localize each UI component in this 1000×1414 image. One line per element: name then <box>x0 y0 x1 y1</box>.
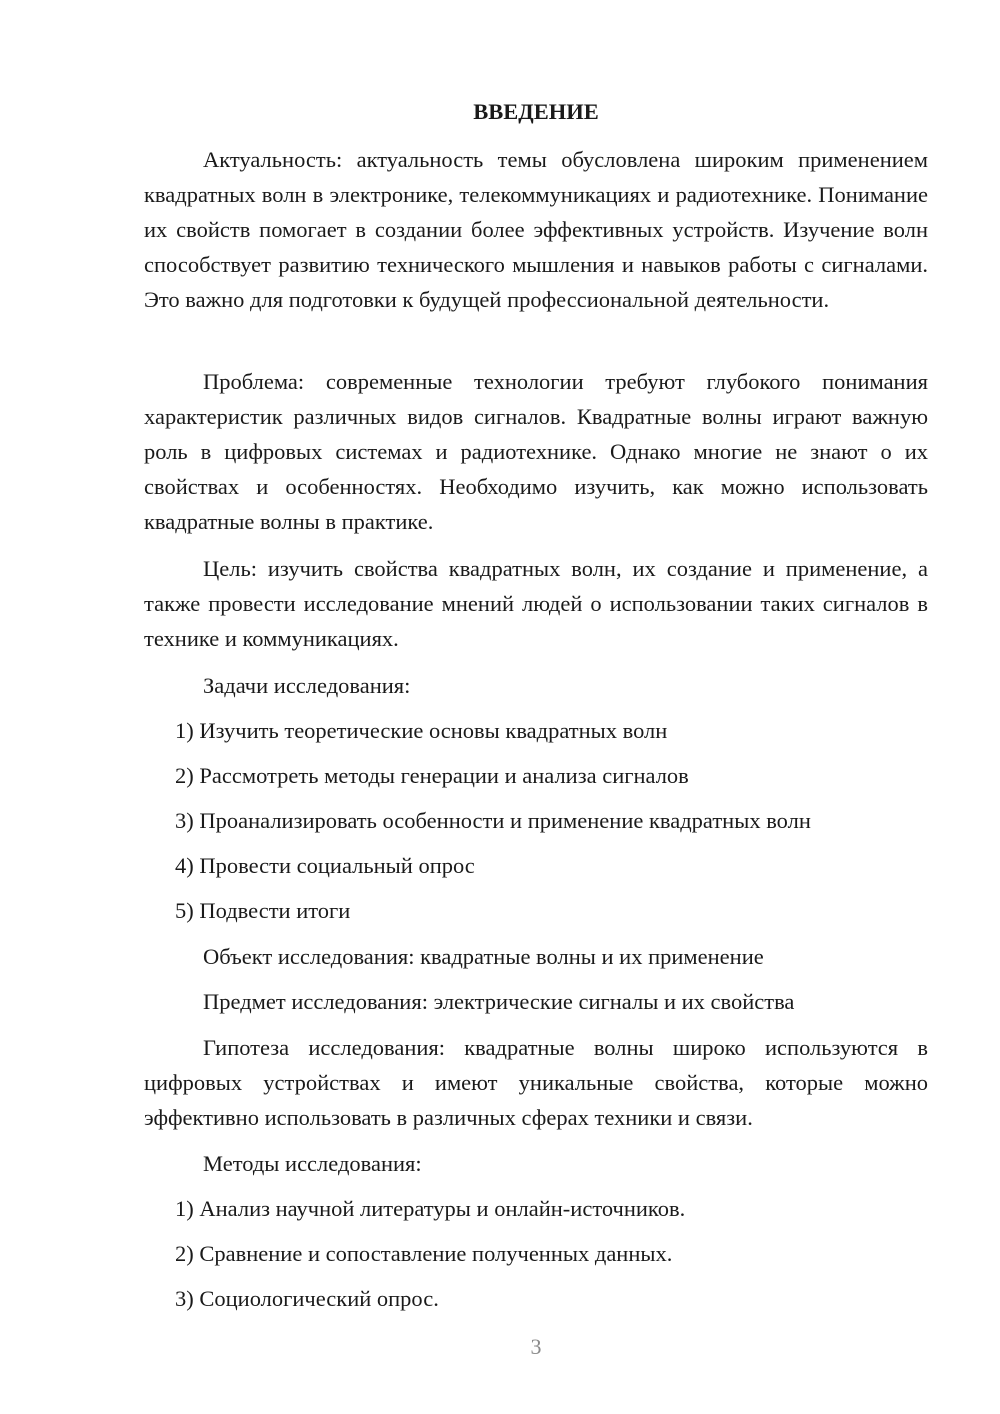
paragraph-object: Объект исследования: квадратные волны и их применение <box>203 944 764 969</box>
paragraph-hypothesis: Гипотеза исследования: квадратные волны широко используются в цифровых устройствах и имеют уникальные свойства, которые можно эффективно использовать в различных сферах техники и связи. <box>144 1035 928 1130</box>
task-item-4: 4) Провести социальный опрос <box>175 853 475 878</box>
page-number: 3 <box>530 1334 542 1359</box>
task-item-1: 1) Изучить теоретические основы квадратных волн <box>175 718 668 743</box>
method-item-3: 3) Социологический опрос. <box>175 1286 439 1311</box>
method-item-1: 1) Анализ научной литературы и онлайн-источников. <box>175 1196 686 1221</box>
method-item-2: 2) Сравнение и сопоставление полученных данных. <box>175 1241 673 1266</box>
paragraph-relevance: Актуальность: актуальность темы обусловлена широким применением квадратных волн в электронике, телекоммуникациях и радиотехнике. Понимание их свойств помогает в создании более эффективных устройств. Изучение волн способствует развитию технического мышления и навыков работы с сигналами. Это важно для подготовки к будущей профессиональной деятельности. <box>144 147 928 312</box>
paragraph-subject: Предмет исследования: электрические сигналы и их свойства <box>203 989 795 1014</box>
section-heading: ВВЕДЕНИЕ <box>473 99 599 124</box>
paragraph-problem: Проблема: современные технологии требуют глубокого понимания характеристик различных видов сигналов. Квадратные волны играют важную роль в цифровых системах и радиотехнике. Однако многие не знают о их свойствах и особенностях. Необходимо изучить, как можно использовать квадратные волны в практике. <box>144 369 928 534</box>
methods-title: Методы исследования: <box>203 1151 422 1176</box>
task-item-3: 3) Проанализировать особенности и применение квадратных волн <box>175 808 811 833</box>
task-item-5: 5) Подвести итоги <box>175 898 351 923</box>
task-item-2: 2) Рассмотреть методы генерации и анализа сигналов <box>175 763 689 788</box>
tasks-title: Задачи исследования: <box>203 673 411 698</box>
paragraph-goal: Цель: изучить свойства квадратных волн, их создание и применение, а также провести исследование мнений людей о использовании таких сигналов в технике и коммуникациях. <box>144 556 928 651</box>
